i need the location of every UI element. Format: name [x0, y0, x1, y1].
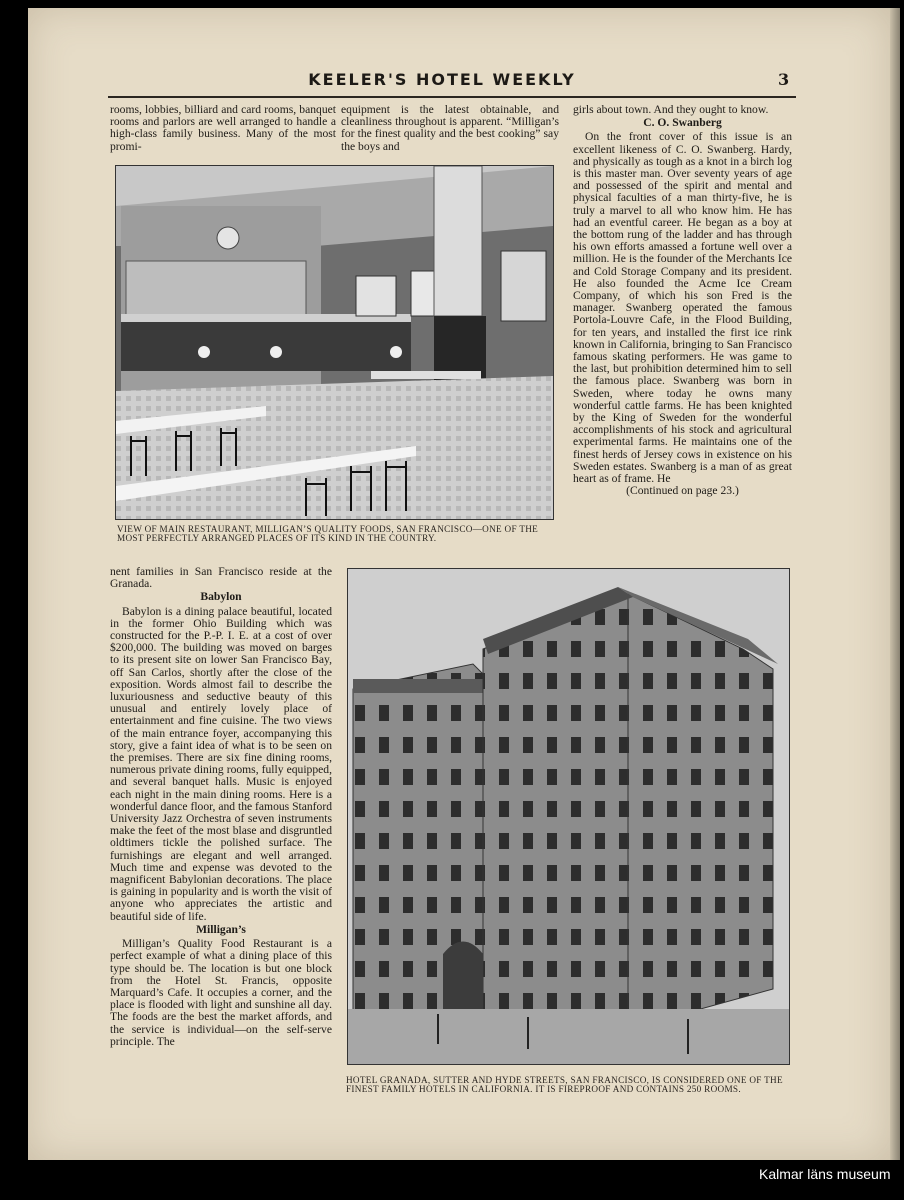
page-number: 3 [778, 70, 790, 89]
swanberg-heading: C. O. Swanberg [643, 116, 722, 130]
hotel-granada-photo [347, 568, 790, 1065]
page-edge [890, 8, 900, 1160]
babylon-body: Babylon is a dining palace beautiful, located in the former Ohio Building which was constructed for the P.-P. I. E. at a cost of over $200,000. The building was moved on barges to its present site on lower San Francisco Bay, off San Carlos, shortly after the close of the exposition. Words almost fail to describe the luxuriousness and seductive beauty of this unusual and entirely lovely place of entertainment and fine cuisine. The two views of the main entrance foyer, accompanying this story, give a faint idea of what is to be seen on the premises. There are six fine dining rooms, numerous private dining rooms, fully equipped, and several banquet halls. Music is enjoyed each night in the main dining rooms. Here is a wonderful dance floor, and the famous Stanford University Jazz Orchestra of seven instruments make the feet of the most blase and disgruntled oldtimers tickle the polished surface. The furnishings are elegant and well arranged. Much time and expense was devoted to the magnificent Babylonian decorations. The place is gaining in popularity and is worth the visit of anyone who appreciates the artistic and beautiful side of life. [110, 604, 333, 923]
milligans-body: Milligan’s Quality Food Restaurant is a perfect example of what a dining place of this type should be. The location is but one block from the Hotel St. Francis, opposite Marquard’s Cafe. It occupies a corner, and the place is flooded with light and sunshine all day. The foods are the best the market affords, and the service is individual—on the self-serve principle. The [110, 937, 332, 1048]
hotel-photo-caption: HOTEL GRANADA, SUTTER AND HYDE STREETS, SAN FRANCISCO, IS CONSIDERED ONE OF THE FINEST FAMILY HOTELS IN CALIFORNIA. IT IS FIREPROOF AND CONTAINS 250 ROOMS. [346, 1075, 783, 1095]
publication-title: KEELER'S HOTEL WEEKLY [308, 70, 576, 89]
column-1-top [110, 104, 336, 153]
continued-note: (Continued on page 23.) [626, 484, 739, 498]
column-3 [573, 104, 792, 498]
column-2-top [341, 104, 559, 153]
column-1-bottom [110, 566, 332, 1048]
col1-top-text: rooms, lobbies, billiard and card rooms, banquet rooms and parlors are well arranged to handle a high-class family business. Many of the most promi- [110, 103, 336, 153]
swanberg-body: On the front cover of this issue is an excellent likeness of C. O. Swanberg. Hardy, and physically as tough as a knot in a birch log is this master man. Over seventy years of age and possessed of the spirit and mental and physical faculties of a man thirty-five, he is truly a marvel to all who know him. He has had an eventful career. He began as a boy at the bottom rung of the ladder and has through his own efforts amassed a fortune well over a million. He is the founder of the Merchants Ice and Cold Storage Company and its president. He also founded the Acme Ice Cream Company, of which his son Fred is the manager. Swanberg operated the famous Portola-Louvre Cafe, in the Flood Building, for ten years, and installed the first ice rink known in California, bringing to San Francisco famous skating performers. He was game to the last, but prohibition determined him to sell the famous place. Swanberg was born in Sweden, where today he owns many wonderful cattle farms. He has been knighted by the King of Sweden for the wonderful accomplishments of his stock and agricultural experimental farms. He maintains one of the finest herds of Jersey cows in existence on his Sweden estates. Swanberg is a man of as great heart as of frame. He [573, 130, 792, 486]
col2-top-text: equipment is the latest obtainable, and cleanliness throughout is apparent. “Milligan’s for the finest quality and the best cooking” say the boys and [341, 103, 559, 153]
restaurant-interior-photo [115, 165, 554, 520]
babylon-heading: Babylon [200, 590, 242, 604]
milligans-heading: Milligan’s [196, 922, 246, 936]
museum-watermark: Kalmar läns museum [759, 1166, 891, 1182]
granada-lead: nent families in San Francisco reside at the Granada. [110, 565, 332, 591]
col3-intro: girls about town. And they ought to know. [573, 103, 769, 116]
restaurant-photo-caption: VIEW OF MAIN RESTAURANT, MILLIGAN’S QUALITY FOODS, SAN FRANCISCO—ONE OF THE MOST PERFECTLY ARRANGED PLACES OF ITS KIND IN THE COUNTRY. [117, 524, 539, 544]
header-rule [108, 96, 796, 98]
